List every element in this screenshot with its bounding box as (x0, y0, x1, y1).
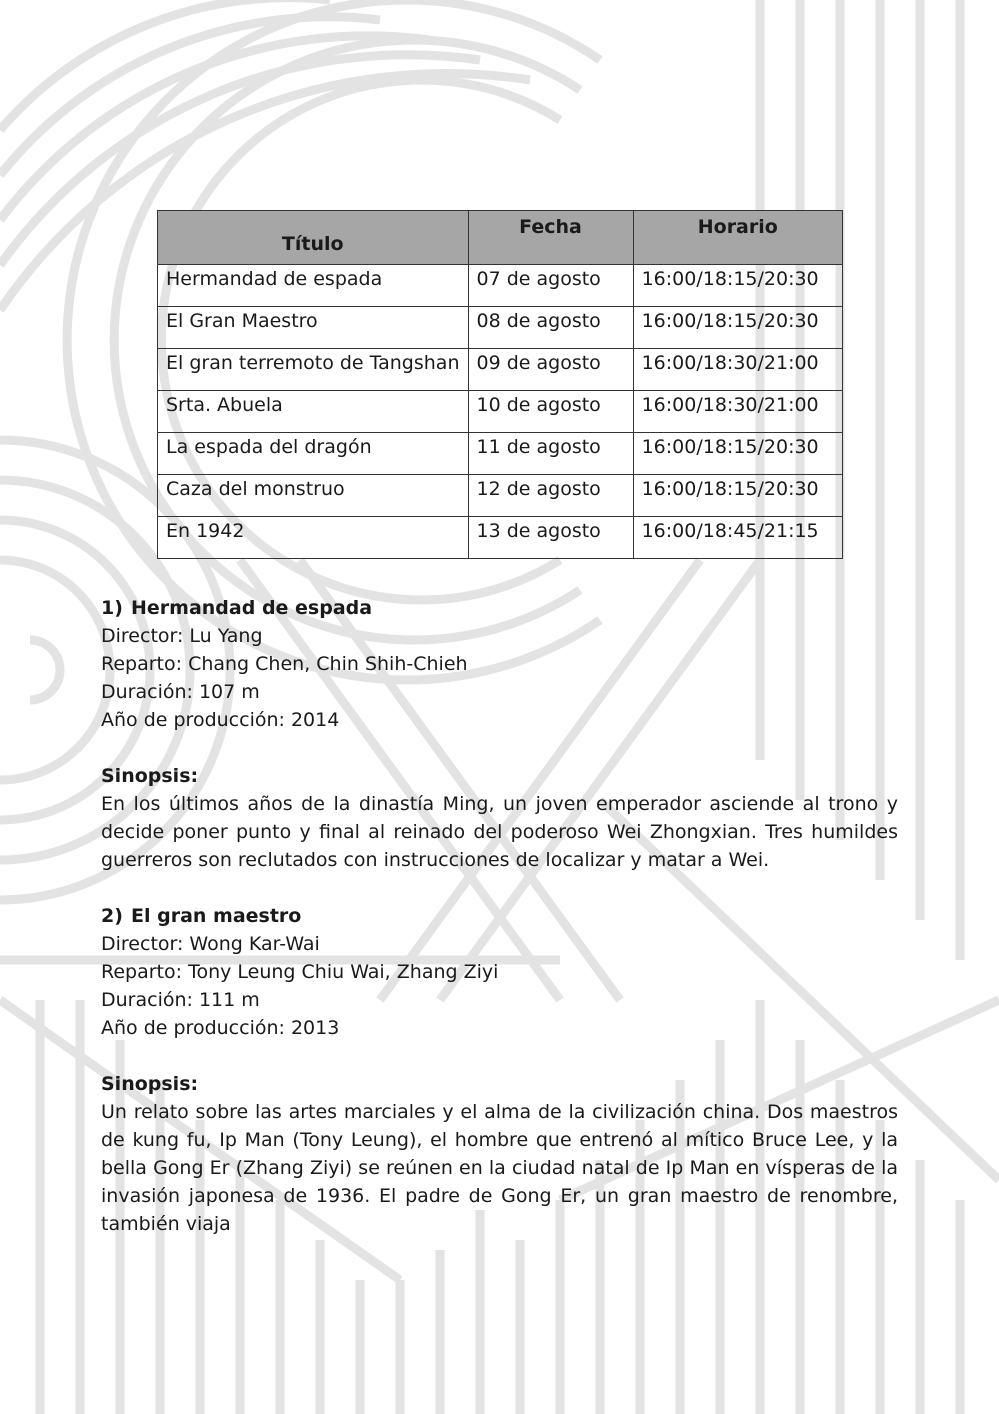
cell-time: 16:00/18:15/20:30 (633, 265, 842, 307)
cell-date: 09 de agosto (468, 349, 633, 391)
film-cast: Reparto: Tony Leung Chiu Wai, Zhang Ziyi (101, 961, 499, 983)
cell-time: 16:00/18:45/21:15 (633, 517, 842, 559)
cell-date: 08 de agosto (468, 307, 633, 349)
table-header-row (158, 211, 843, 265)
cell-title: Caza del monstruo (158, 475, 469, 517)
film-heading (101, 902, 898, 930)
film-cast: Reparto: Chang Chen, Chin Shih-Chieh (101, 653, 468, 675)
film-heading (101, 594, 898, 622)
cell-date: 07 de agosto (468, 265, 633, 307)
table-row (158, 307, 843, 349)
film-director: Director: Wong Kar-Wai (101, 933, 320, 955)
cell-title: El gran terremoto de Tangshan (158, 349, 469, 391)
film-section-1 (101, 594, 898, 874)
film-year: Año de producción: 2013 (101, 1017, 340, 1039)
table-row (158, 391, 843, 433)
film-year: Año de producción: 2014 (101, 709, 340, 731)
table-row (158, 349, 843, 391)
cell-title: En 1942 (158, 517, 469, 559)
header-date: Fecha (468, 211, 633, 265)
header-time: Horario (633, 211, 842, 265)
film-title: El gran maestro (131, 905, 302, 927)
cell-time: 16:00/18:15/20:30 (633, 475, 842, 517)
film-number: 1) (101, 597, 123, 619)
cell-date: 13 de agosto (468, 517, 633, 559)
header-title: Título (158, 211, 469, 265)
cell-title: Srta. Abuela (158, 391, 469, 433)
synopsis-label: Sinopsis: (101, 765, 199, 787)
table-row (158, 517, 843, 559)
cell-time: 16:00/18:15/20:30 (633, 307, 842, 349)
synopsis-text: En los últimos años de la dinastía Ming, un joven emperador asciende al trono y decide poner punto y final al reinado del poderoso Wei Zhongxian. Tres humildes guerreros son reclutados con instrucciones de localizar y matar a Wei. (101, 793, 898, 871)
cell-date: 11 de agosto (468, 433, 633, 475)
table-row (158, 475, 843, 517)
film-director: Director: Lu Yang (101, 625, 263, 647)
film-duration: Duración: 107 m (101, 681, 260, 703)
cell-title: El Gran Maestro (158, 307, 469, 349)
cell-title: Hermandad de espada (158, 265, 469, 307)
table-row (158, 433, 843, 475)
table-row (158, 265, 843, 307)
cell-date: 10 de agosto (468, 391, 633, 433)
cell-date: 12 de agosto (468, 475, 633, 517)
cell-title: La espada del dragón (158, 433, 469, 475)
schedule-table (157, 210, 843, 559)
film-number: 2) (101, 905, 123, 927)
film-duration: Duración: 111 m (101, 989, 260, 1011)
synopsis-label: Sinopsis: (101, 1073, 199, 1095)
cell-time: 16:00/18:15/20:30 (633, 433, 842, 475)
film-title: Hermandad de espada (131, 597, 373, 619)
cell-time: 16:00/18:30/21:00 (633, 391, 842, 433)
synopsis-text: Un relato sobre las artes marciales y el alma de la civilización china. Dos maestros de kung fu, Ip Man (Tony Leung), el hombre que entrenó al mítico Bruce Lee, y la bella Gong Er (Zhang Ziyi) se reúnen en la ciudad natal de Ip Man en vísperas de la invasión japonesa de 1936. El padre de Gong Er, un gran maestro de renombre, también viaja (101, 1101, 898, 1235)
cell-time: 16:00/18:30/21:00 (633, 349, 842, 391)
film-section-2 (101, 902, 898, 1238)
